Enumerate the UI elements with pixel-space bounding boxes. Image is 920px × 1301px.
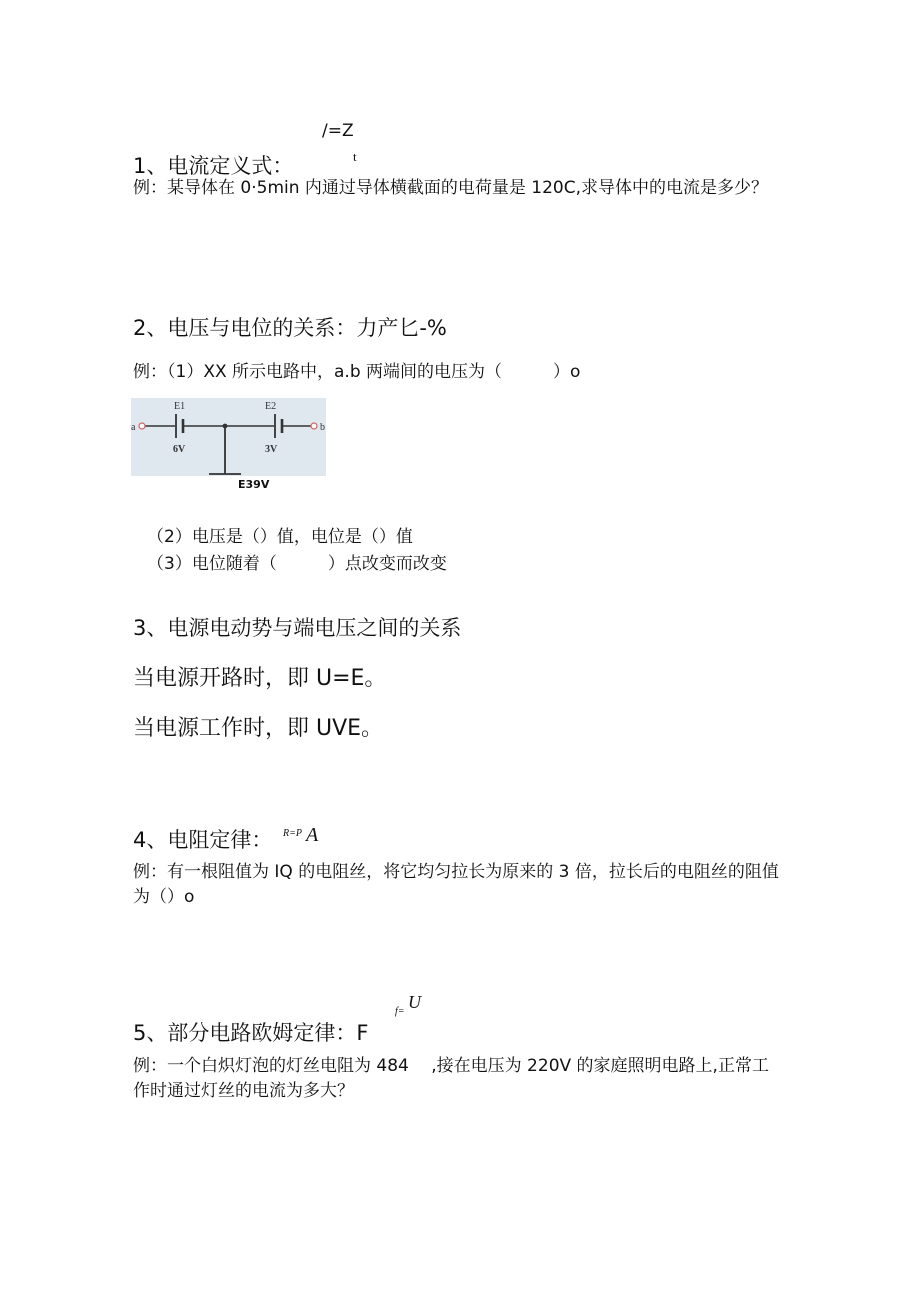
label-e1: E1 [174,401,186,412]
circuit-caption: E39V [238,478,270,491]
section-1-heading: 1、电流定义式： [133,154,294,178]
label-e2: E2 [265,401,277,412]
section-5-example: 例：一个白炽灯泡的灯丝电阻为 484 ,接在电压为 220V 的家庭照明电路上,正常工作时通过灯丝的电流为多大？ [133,1056,769,1101]
section-2-question-3: （3）电位随着（ ）点改变而改变 [147,554,447,574]
ohm-formula-prefix: f= [395,1006,405,1017]
section-1-example: 例：某导体在 0·5min 内通过导体横截面的电荷量是 120C,求导体中的电流是多少？ [133,178,769,198]
label-a: a [131,422,136,433]
label-b: b [320,422,325,433]
label-e2-value: 3V [265,444,278,455]
terminal-b [311,423,317,429]
circuit-background [131,398,326,476]
section-5-heading: 5、部分电路欧姆定律：F [133,1021,369,1045]
section-4-heading: 4、电阻定律： [133,828,273,852]
section-3-line-2: 当电源工作时，即 UVE。 [133,716,384,741]
ohm-formula-numerator: U [408,992,421,1012]
circuit-diagram [131,398,326,476]
section-2-question-2: （2）电压是（）值，电位是（）值 [147,527,413,547]
section-2-heading: 2、电压与电位的关系：力产匕-% [133,316,447,340]
terminal-a [139,423,145,429]
section-3-line-1: 当电源开路时，即 U=E。 [133,666,387,691]
current-formula-top: /=Z [322,121,354,141]
resistance-formula-symbol: A [306,824,319,846]
current-formula-denominator: t [353,149,357,164]
label-e1-value: 6V [173,444,186,455]
resistance-formula-prefix: R=P [283,828,302,839]
section-4-example: 例：有一根阻值为 IQ 的电阻丝，将它均匀拉长为原来的 3 倍，拉长后的电阻丝的阻值为（）o [133,862,779,907]
section-2-example-intro: 例：（1）XX 所示电路中，a.b 两端间的电压为（ ）o [133,362,581,382]
section-3-heading: 3、电源电动势与端电压之间的关系 [133,616,462,640]
